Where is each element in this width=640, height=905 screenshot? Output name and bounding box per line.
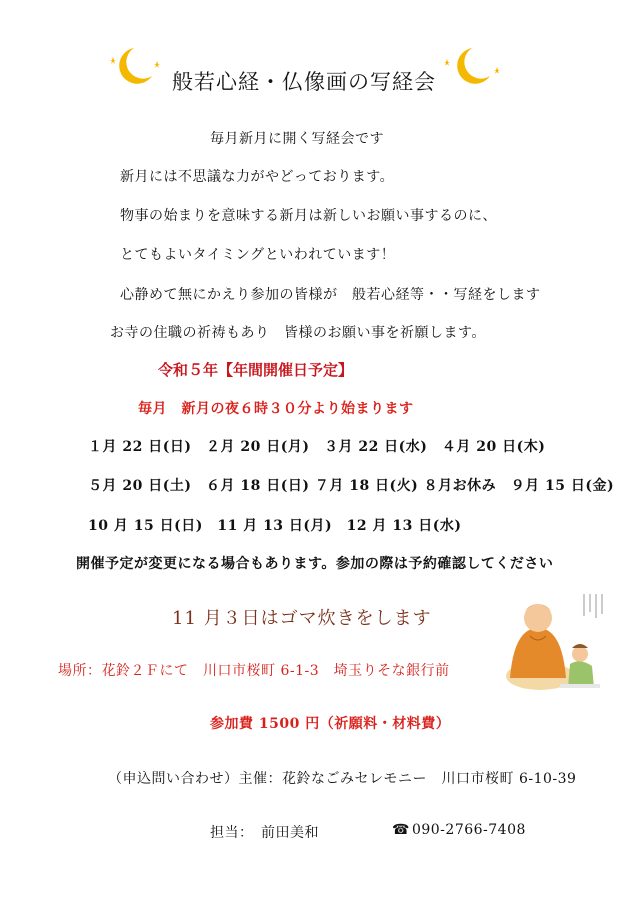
intro-line-6: お寺の住職の祈祷もあり 皆様のお願い事を祈願します。 [110,325,486,341]
contact-phone [392,822,526,838]
schedule-subheading: 毎月 新月の夜６時３０分より始まります [138,401,414,417]
telephone-icon: ☎ [392,822,410,838]
contact-person: 担当： 前田美和 [210,825,319,841]
schedule-note: 開催予定が変更になる場合もあります。参加の際は予約確認してください [76,556,554,572]
intro-line-1: 毎月新月に開く写経会です [210,131,384,147]
intro-line-5: 心静めて無にかえり参加の皆様が 般若心経等・・写経をします [120,287,541,303]
schedule-row-1: １月 22 日(日) ２月 20 日(月) ３月 22 日(水) ４月 20 日(木) [88,439,546,455]
intro-line-3: 物事の始まりを意味する新月は新しいお願い事するのに、 [120,208,497,224]
crescent-moon-icon [442,40,502,86]
intro-line-2: 新月には不思議な力がやどっております。 [120,169,395,185]
crescent-moon-icon [104,40,164,86]
event-place: 場所：花鈴２Ｆにて 川口市桜町 6-1-3 埼玉りそな銀行前 [58,663,450,679]
intro-line-4: とてもよいタイミングといわれています！ [120,247,396,263]
schedule-row-3: 10 月 15 日(日) 11 月 13 日(月) 12 月 13 日(水) [88,518,462,534]
organizer-info: （申込問い合わせ）主催：花鈴なごみセレモニー 川口市桜町 6-10-39 [108,771,577,787]
buddha-illustration [500,588,612,698]
schedule-heading: 令和５年【年間開催日予定】 [158,361,354,379]
page-title: 般若心経・仏像画の写経会 [172,70,436,94]
schedule-row-2: ５月 20 日(土) ６月 18 日(日) ７月 18 日(火) ８月お休み ９月 15 日(金) [88,478,615,494]
phone-number: 090-2766-7408 [411,822,526,838]
event-fee: 参加費 1500 円（祈願料・材料費） [210,716,451,732]
goma-announcement: 11 月３日はゴマ炊きをします [172,608,432,629]
